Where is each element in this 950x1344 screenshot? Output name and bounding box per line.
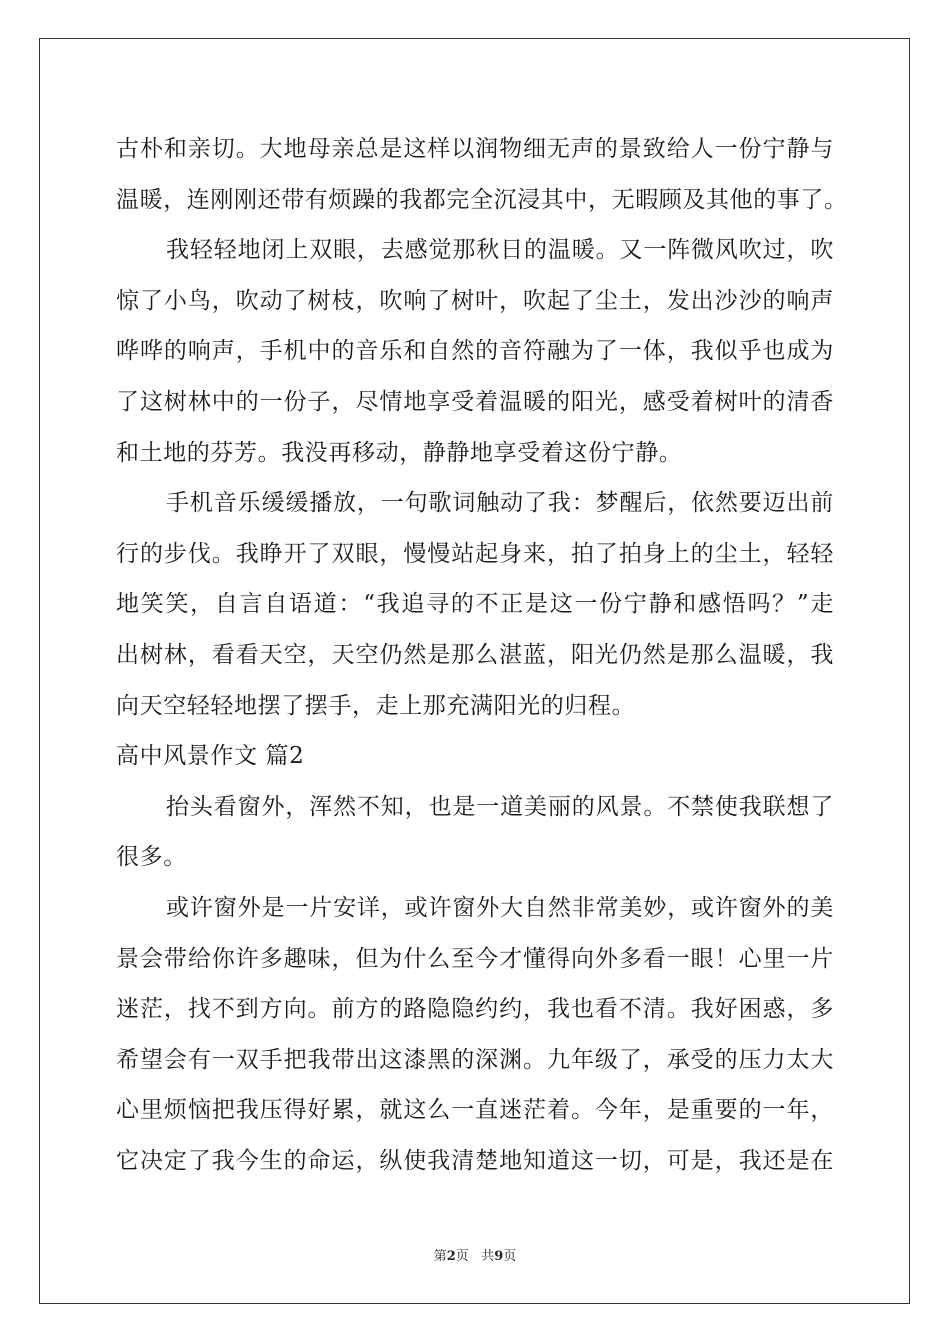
total-suffix: 页: [503, 1249, 517, 1264]
text-line: 向天空轻轻地摆了摆手，走上那充满阳光的归程。: [116, 692, 636, 719]
text-line: 古朴和亲切。大地母亲总是这样以润物细无声的景致给人一份宁静与: [116, 136, 834, 162]
page-suffix: 页: [455, 1249, 469, 1264]
text-line: 地笑笑，自言自语道：“我追寻的不正是这一份宁静和感悟吗？”走: [116, 591, 834, 618]
page-number: 2: [446, 1249, 456, 1264]
text-line: 我轻轻地闭上双眼，去感觉那秋日的温暖。又一阵微风吹过，吹: [166, 237, 834, 264]
text-line: 手机音乐缓缓播放，一句歌词触动了我：梦醒后，依然要迈出前: [166, 490, 834, 517]
text-line: 了这树林中的一份子，尽情地享受着温暖的阳光，感受着树叶的清香: [116, 388, 834, 415]
text-line: 景会带给你许多趣味，但为什么至今才懂得向外多看一眼！心里一片: [116, 945, 834, 972]
text-line: 迷茫，找不到方向。前方的路隐隐约约，我也看不清。我好困惑，多: [116, 996, 834, 1023]
text-line: 它决定了我今生的命运，纵使我清楚地知道这一切，可是，我还是在: [116, 1147, 834, 1174]
page-prefix: 第: [433, 1249, 447, 1264]
text-line: 出树林，看看天空，天空仍然是那么湛蓝，阳光仍然是那么温暖，我: [116, 641, 834, 668]
text-line: 或许窗外是一片安详，或许窗外大自然非常美妙，或许窗外的美: [166, 894, 834, 921]
text-line: 抬头看窗外，浑然不知，也是一道美丽的风景。不禁使我联想了: [166, 793, 834, 820]
total-prefix: 共: [481, 1249, 495, 1264]
document-body: [116, 127, 848, 1189]
text-line: 惊了小鸟，吹动了树枝，吹响了树叶，吹起了尘土，发出沙沙的响声: [116, 287, 834, 314]
text-line: 心里烦恼把我压得好累，就这么一直迷茫着。今年，是重要的一年，: [116, 1097, 834, 1124]
text-line: 希望会有一双手把我带出这漆黑的深渊。九年级了，承受的压力太大: [116, 1046, 834, 1073]
text-line: 行的步伐。我睁开了双眼，慢慢站起身来，拍了拍身上的尘土，轻轻: [116, 540, 834, 567]
text-line: 很多。: [116, 844, 187, 871]
text-line: 和土地的芬芳。我没再移动，静静地享受着这份宁静。: [116, 439, 683, 466]
total-pages: 9: [494, 1249, 504, 1264]
page-footer: [0, 1245, 950, 1264]
text-line: 高中风景作文 篇2: [116, 743, 305, 770]
text-line: 温暖，连刚刚还带有烦躁的我都完全沉浸其中，无暇顾及其他的事了。: [116, 186, 848, 213]
text-line: 哗哗的响声，手机中的音乐和自然的音符融为了一体，我似乎也成为: [116, 338, 834, 365]
